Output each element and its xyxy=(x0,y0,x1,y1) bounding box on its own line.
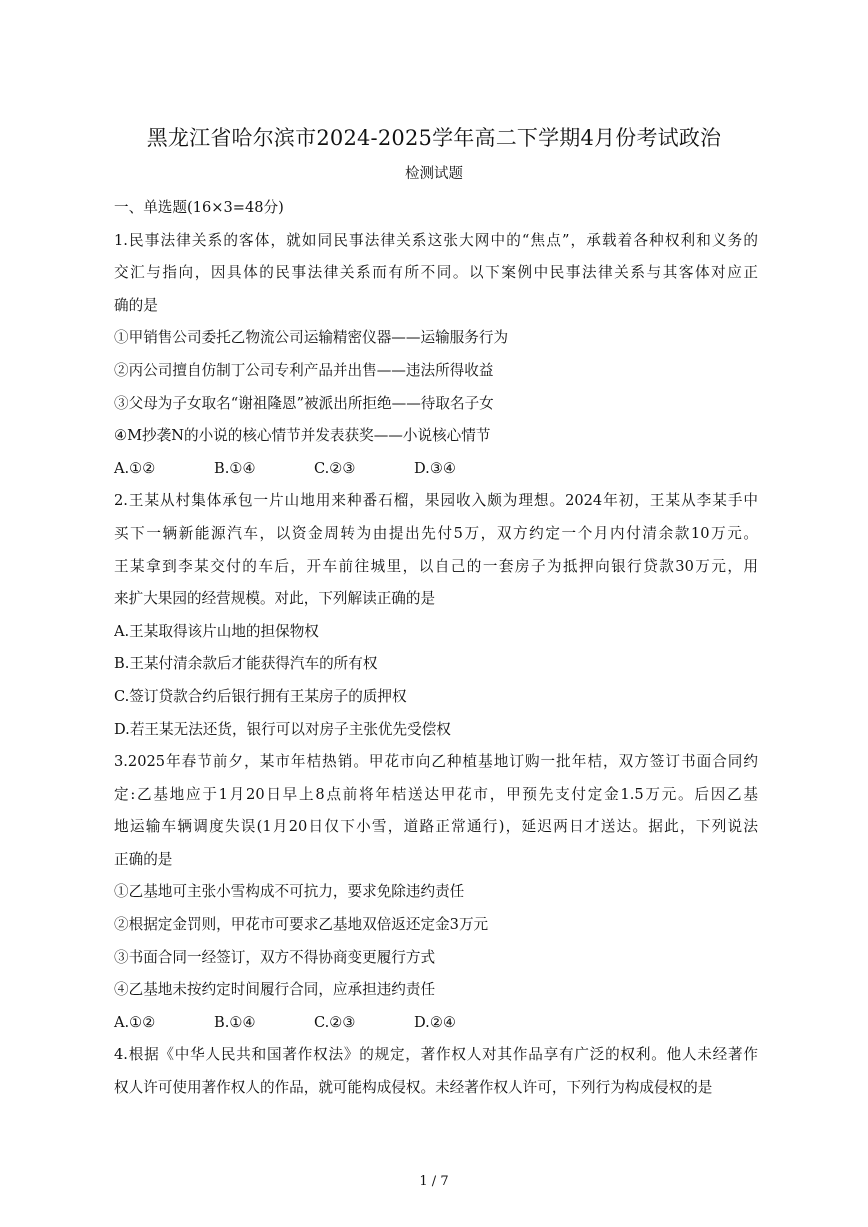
question-4 xyxy=(114,1039,758,1104)
question-stem-line: 定:乙基地应于1月20日早上8点前将年桔送达甲花市，甲预先支付定金1.5万元。后因乙基 xyxy=(114,785,758,803)
option-d: D.若王某无法还货，银行可以对房子主张优先受偿权 xyxy=(114,720,451,738)
statement-item: ①乙基地可主张小雪构成不可抗力，要求免除违约责任 xyxy=(114,883,465,901)
question-stem-line: 买下一辆新能源汽车，以资金周转为由提出先付5万，双方约定一个月内付清余款10万元。 xyxy=(114,524,758,542)
choice-b: B.①④ xyxy=(214,1013,256,1031)
answer-choices xyxy=(114,1007,758,1040)
question-stem-line: 交汇与指向，因具体的民事法律关系而有所不同。以下案例中民事法律关系与其客体对应正 xyxy=(114,264,758,282)
question-stem-line: 2.王某从村集体承包一片山地用来种番石榴，果园收入颇为理想。2024年初，王某从李某手中 xyxy=(114,492,758,510)
choice-b: B.①④ xyxy=(214,459,256,477)
document-subtitle: 检测试题 xyxy=(405,166,463,182)
option-a: A.王某取得该片山地的担保物权 xyxy=(114,622,319,640)
question-stem-line: 来扩大果园的经营规模。对此，下列解读正确的是 xyxy=(114,590,436,608)
question-stem-line: 3.2025年春节前夕，某市年桔热销。甲花市向乙种植基地订购一批年桔，双方签订书面合同约 xyxy=(114,753,758,771)
question-3 xyxy=(114,746,758,1039)
question-stem-line: 4.根据《中华人民共和国著作权法》的规定，著作权人对其作品享有广泛的权利。他人未经著作 xyxy=(114,1046,758,1064)
statement-item: ③书面合同一经签订，双方不得协商变更履行方式 xyxy=(114,948,436,966)
choice-a: A.①② xyxy=(114,1013,156,1031)
question-1 xyxy=(114,225,758,486)
statement-item: ④M抄袭N的小说的核心情节并发表获奖——小说核心情节 xyxy=(114,427,491,445)
option-b: B.王某付清余款后才能获得汽车的所有权 xyxy=(114,655,378,673)
statement-item: ①甲销售公司委托乙物流公司运输精密仪器——运输服务行为 xyxy=(114,329,509,347)
choice-c: C.②③ xyxy=(314,459,356,477)
statement-item: ②丙公司擅自仿制丁公司专利产品并出售——违法所得收益 xyxy=(114,361,494,379)
document-body xyxy=(114,192,758,1105)
question-stem-line: 权人许可使用著作权人的作品，就可能构成侵权。未经著作权人许可，下列行为构成侵权的是 xyxy=(114,1079,713,1097)
choice-d: D.③④ xyxy=(414,459,456,477)
question-stem-line: 地运输车辆调度失误(1月20日仅下小雪，道路正常通行)，延迟两日才送达。据此，下列说法 xyxy=(114,818,758,836)
question-stem-line: 确的是 xyxy=(114,296,158,314)
choice-a: A.①② xyxy=(114,459,156,477)
page-number: 1 / 7 xyxy=(419,1174,449,1189)
question-stem-line: 正确的是 xyxy=(114,850,173,868)
section-heading: 一、单选题(16×3=48分) xyxy=(114,199,284,216)
choice-c: C.②③ xyxy=(314,1013,356,1031)
answer-choices xyxy=(114,453,758,486)
statement-item: ③父母为子女取名“谢祖隆恩”被派出所拒绝——待取名子女 xyxy=(114,394,494,412)
question-stem-line: 王某拿到李某交付的车后，开车前往城里，以自己的一套房子为抵押向银行贷款30万元，用 xyxy=(114,557,758,575)
question-2 xyxy=(114,485,758,746)
option-c: C.签订贷款合约后银行拥有王某房子的质押权 xyxy=(114,687,407,705)
choice-d: D.②④ xyxy=(414,1013,456,1031)
document-title: 黑龙江省哈尔滨市2024-2025学年高二下学期4月份考试政治 xyxy=(146,126,722,150)
statement-item: ④乙基地未按约定时间履行合同，应承担违约责任 xyxy=(114,981,436,999)
question-stem-line: 1.民事法律关系的客体，就如同民事法律关系这张大网中的“焦点”，承载着各种权利和义务的 xyxy=(114,231,758,249)
statement-item: ②根据定金罚则，甲花市可要求乙基地双倍返还定金3万元 xyxy=(114,916,489,934)
